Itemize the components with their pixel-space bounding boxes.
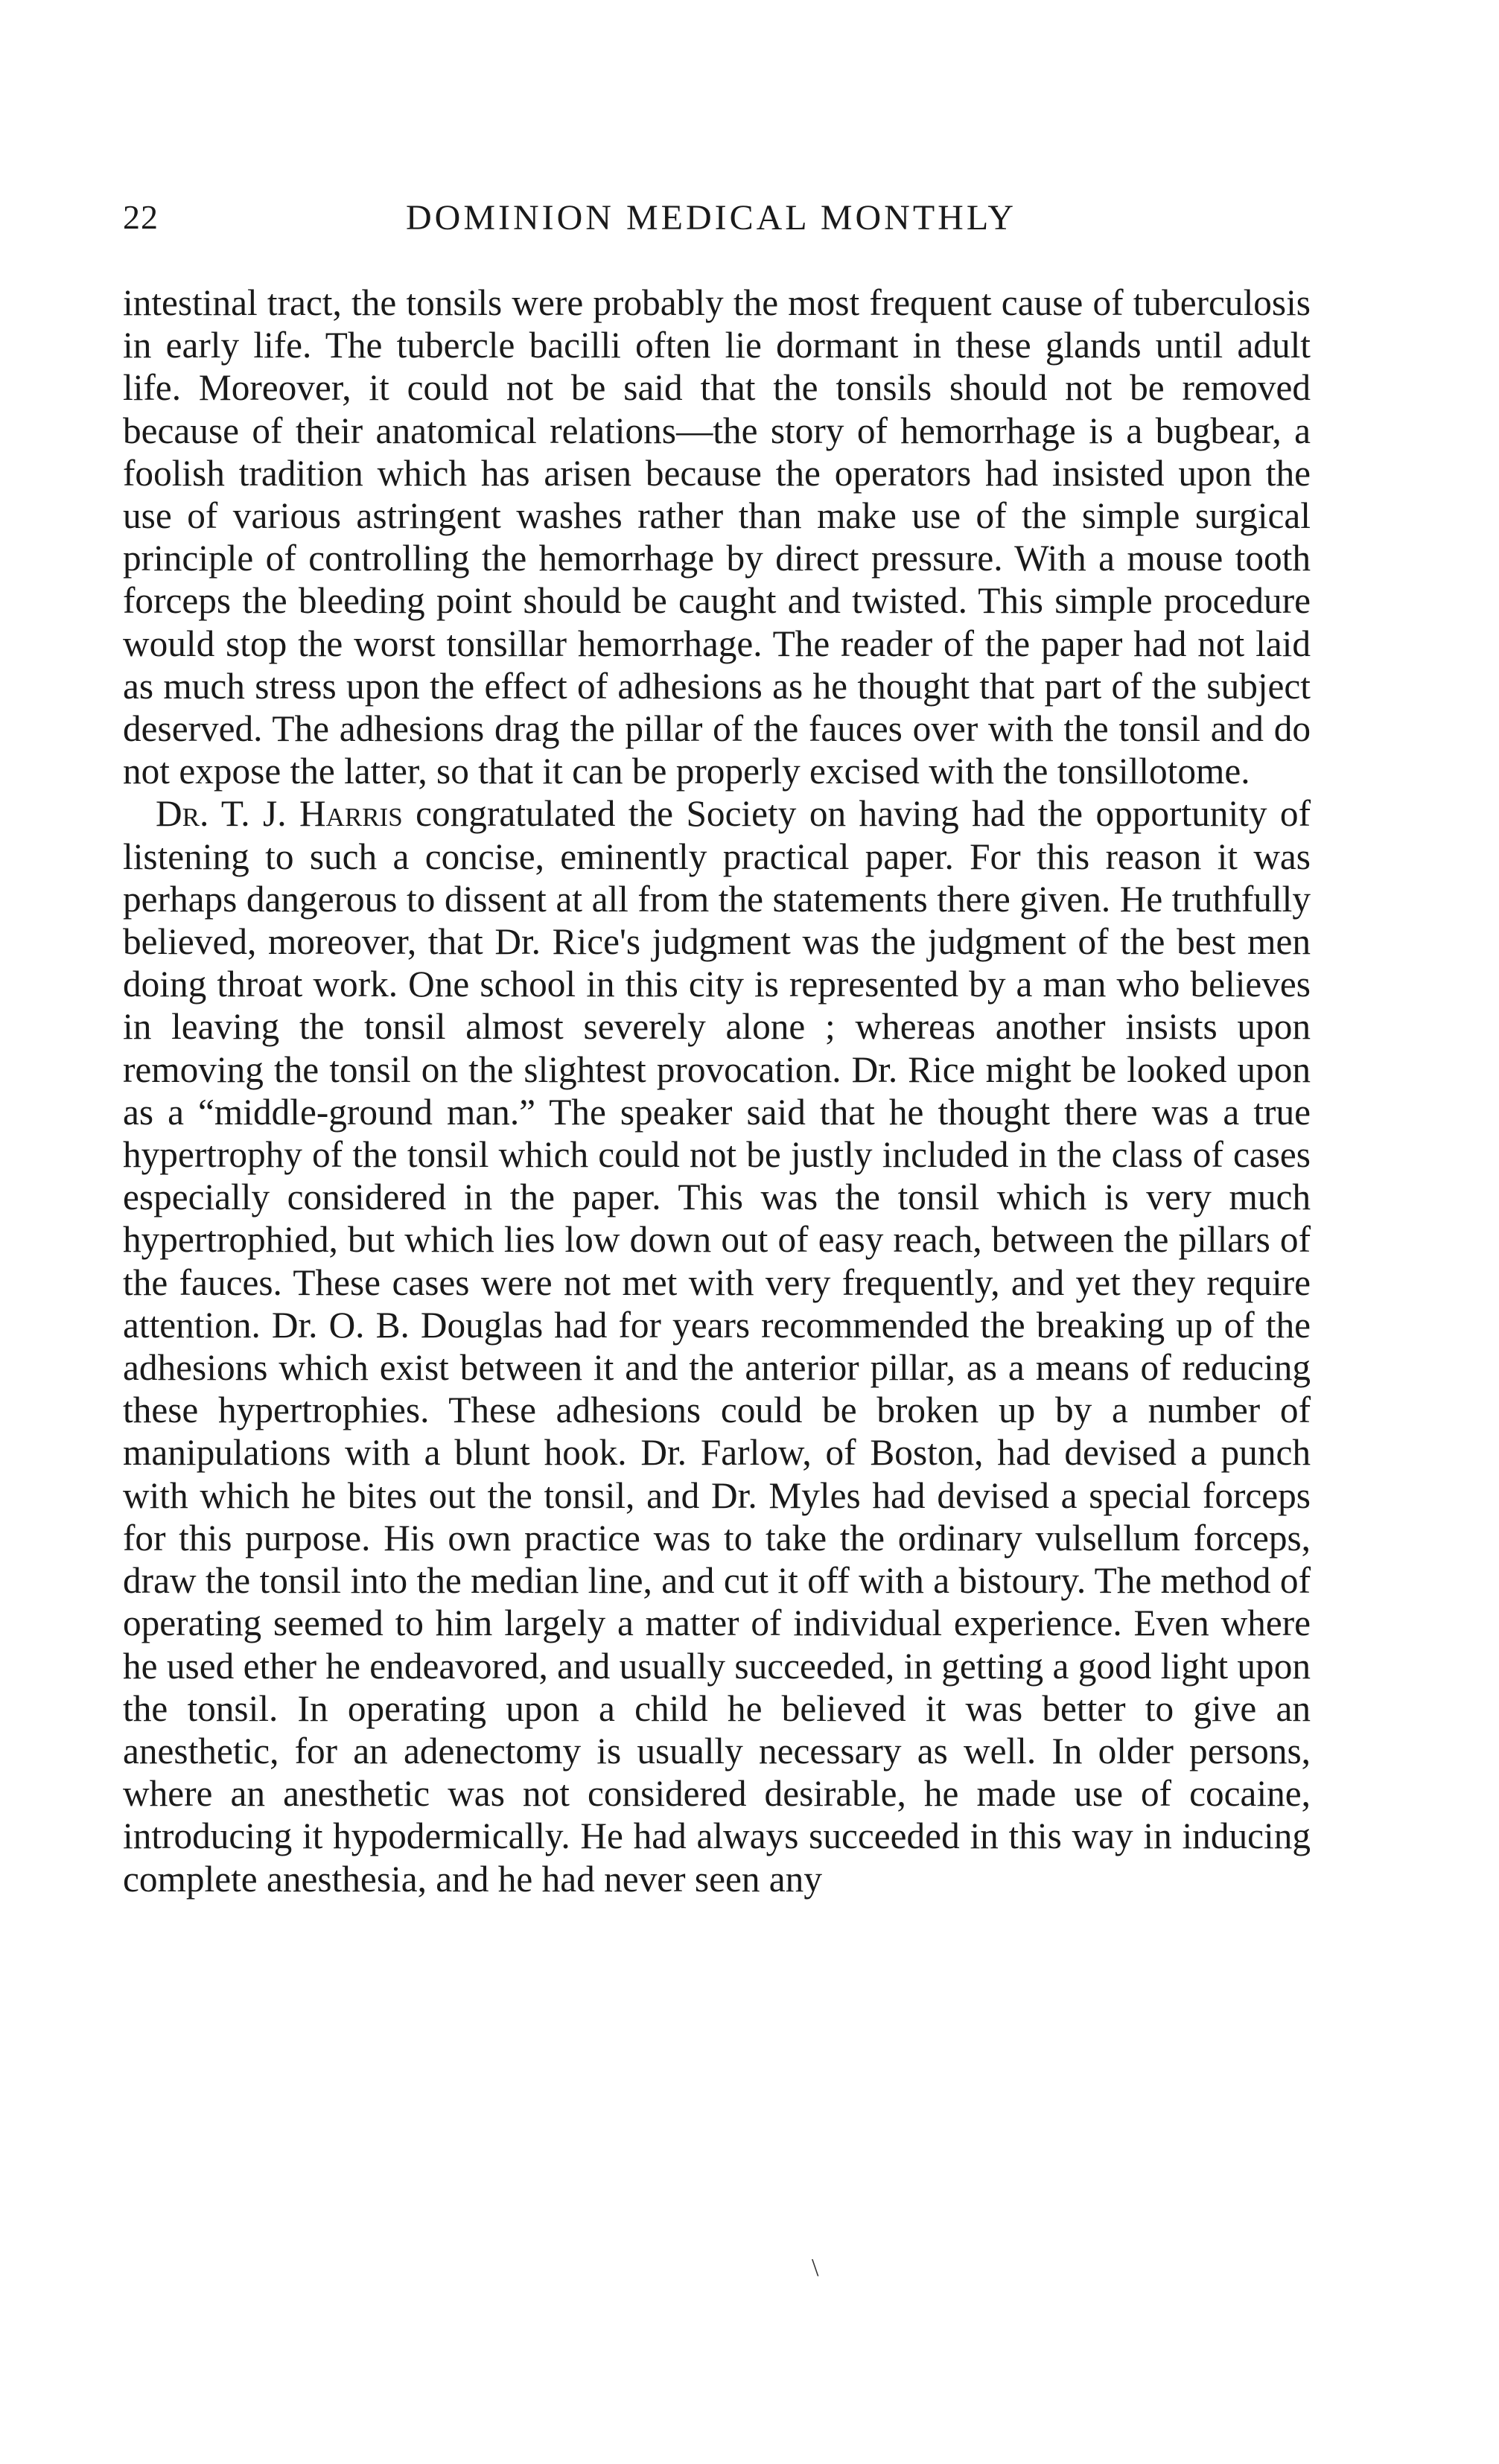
paragraph-text: congratulated the Society on having had the opportunity of listening to such a concise, eminently practical paper. For this reason it was perhaps dangerous to dissent at all from the statements there given. He truthfully believed, moreover, that Dr. Rice's judgment was the judgment of the best men doing throat work. One school in this city is represented by a man who believes in leaving the tonsil almost severely alone ; whereas another insists upon removing the tonsil on the slightest provocation. Dr. Rice might be looked upon as a “middle-ground man.” The speaker said that he thought there was a true hypertrophy of the tonsil which could not be justly included in the class of cases especially considered in the paper. This was the tonsil which is very much hypertrophied, but which lies low down out of easy reach, between the pillars of the fauces. These cases were not met with very frequently, and yet they require attention. Dr. O. B. Douglas had for years recommended the breaking up of the adhesions which exist between it and the anterior pillar, as a means of reducing these hypertrophies. These adhesions could be broken up by a number of manipulations with a blunt hook. Dr. Farlow, of Boston, had devised a punch with which he bites out the tonsil, and Dr. Myles had devised a special forceps for this purpose. His own practice was to take the ordinary vulsellum forceps, draw the tonsil into the median line, and cut it off with a bistoury. The method of operating seemed to him largely a matter of individual experience. Even where he used ether he endeavored, and usually succeeded, in getting a good light upon the tonsil. In operating upon a child he believed it was better to give an anesthetic, for an adenectomy is usually necessary as well. In older persons, where an anesthetic was not considered desirable, he made use of cocaine, introducing it hypodermically. He had always succeeded in this way in inducing complete anesthesia, and he had never seen any [123,793,1311,1900]
paragraph [123,792,1311,1900]
printer-mark: \ [812,2254,819,2282]
page-header [123,197,1311,242]
paragraph: intestinal tract, the tonsils were probably the most frequent cause of tuberculosis in early life. The tubercle bacilli often lie dormant in these glands until adult life. Moreover, it could not be said that the tonsils should not be removed because of their anatomical relations—the story of hemorrhage is a bugbear, a foolish tradition which has arisen because the operators had insisted upon the use of various astringent washes rather than make use of the simple surgical principle of controlling the hemorrhage by direct pressure. With a mouse tooth forceps the bleeding point should be caught and twisted. This simple procedure would stop the worst tonsillar hemorrhage. The reader of the paper had not laid as much stress upon the effect of adhesions as he thought that part of the subject deserved. The adhesions drag the pillar of the fauces over with the tonsil and do not expose the latter, so that it can be properly excised with the tonsillotome. [123,282,1311,792]
speaker-name: Dr. T. J. Harris [156,793,403,835]
page-number: 22 [123,198,159,236]
running-title: DOMINION MEDICAL MONTHLY [406,198,1017,238]
body-text [123,281,1311,1900]
